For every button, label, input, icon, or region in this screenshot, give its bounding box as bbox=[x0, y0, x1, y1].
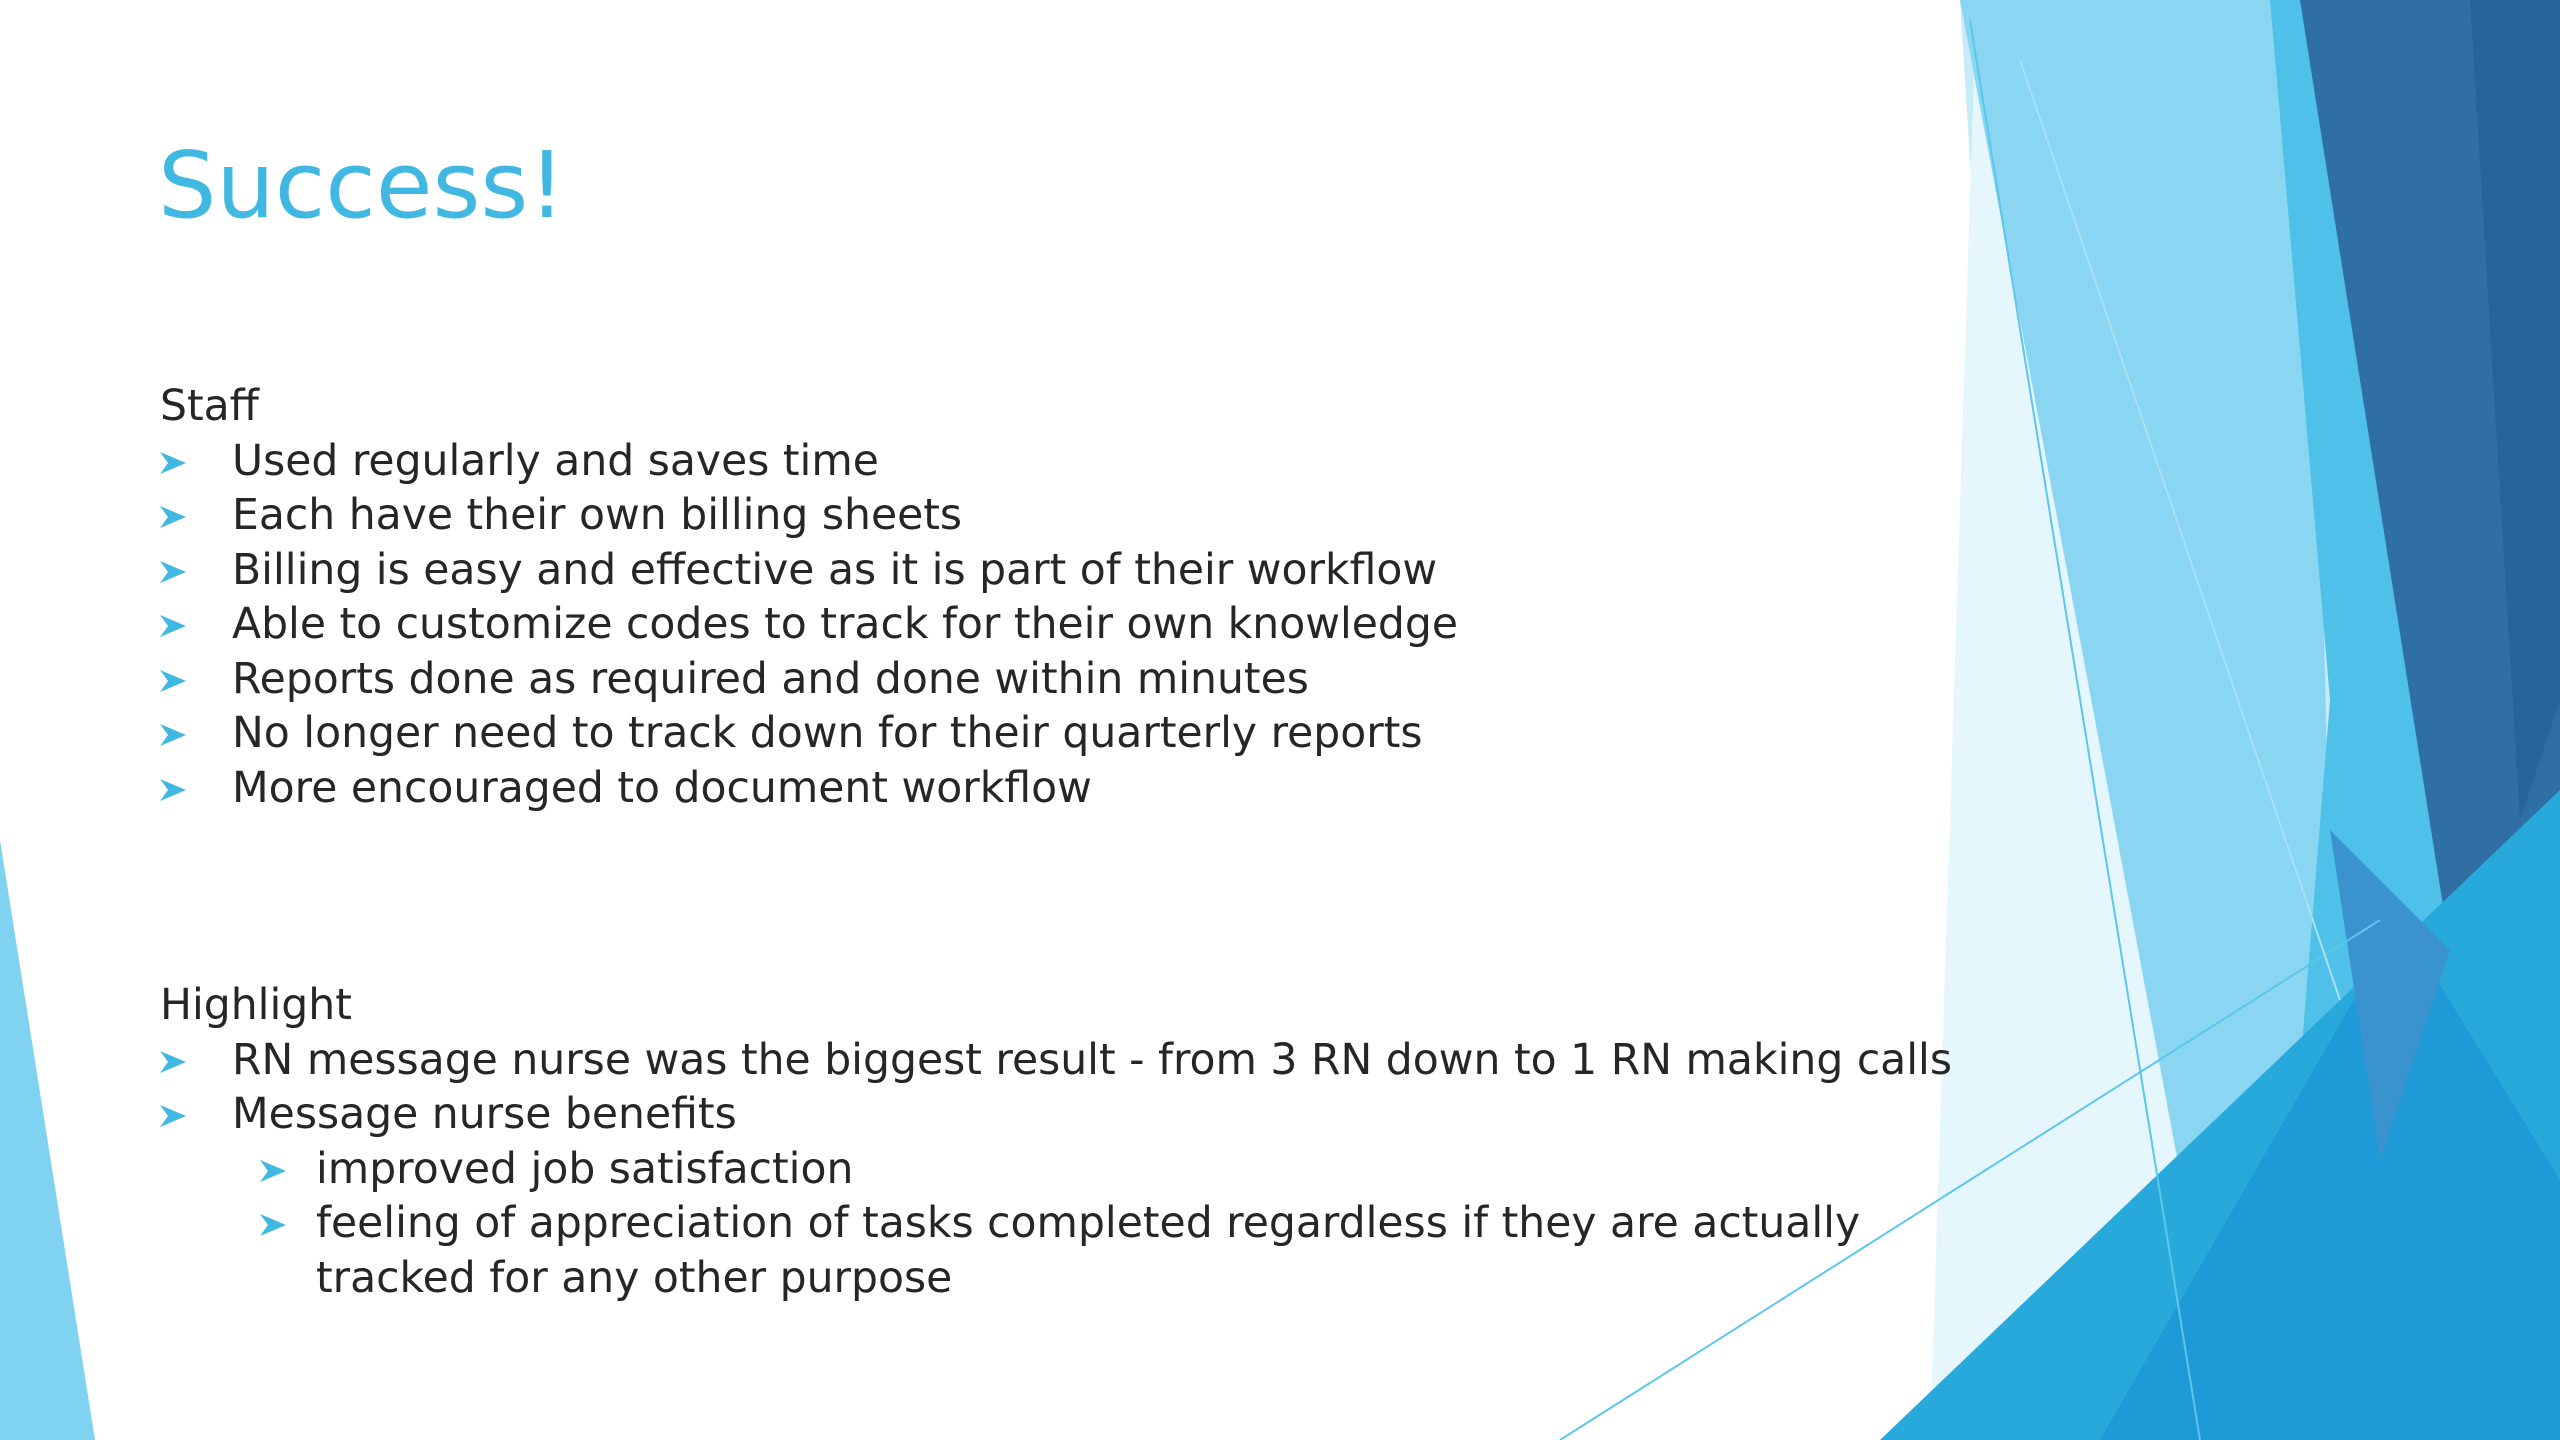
list-item bbox=[160, 1088, 1960, 1143]
list-item-text: Reports done as required and done within minutes bbox=[232, 654, 1309, 704]
list-item-text: Used regularly and saves time bbox=[232, 436, 879, 486]
slide-body bbox=[160, 380, 1960, 1306]
arrow-bullet-icon bbox=[160, 452, 186, 474]
list-item-text: RN message nurse was the biggest result - from 3 RN down to 1 RN making calls bbox=[232, 1035, 1952, 1085]
list-item bbox=[160, 598, 1960, 653]
list-item bbox=[160, 762, 1960, 817]
arrow-bullet-icon bbox=[160, 615, 186, 637]
arrow-bullet-icon bbox=[260, 1214, 286, 1236]
arrow-bullet-icon bbox=[160, 670, 186, 692]
list-item bbox=[160, 544, 1960, 599]
list-item bbox=[160, 435, 1960, 490]
arrow-bullet-icon bbox=[160, 506, 186, 528]
arrow-bullet-icon bbox=[160, 1105, 186, 1127]
arrow-bullet-icon bbox=[160, 779, 186, 801]
highlight-heading: Highlight bbox=[160, 981, 352, 1030]
list-item-text: improved job satisfaction bbox=[316, 1144, 854, 1194]
list-item bbox=[260, 1143, 1960, 1198]
section-spacer bbox=[160, 816, 1960, 979]
list-item-text: No longer need to track down for their quarterly reports bbox=[232, 709, 1423, 758]
list-item-text: More encouraged to document workflow bbox=[232, 763, 1092, 813]
staff-heading: Staff bbox=[160, 382, 259, 431]
staff-list bbox=[160, 435, 1960, 817]
list-item bbox=[160, 1034, 1960, 1089]
list-item-text: feeling of appreciation of tasks completed regardless if they are actually tracked for any other purpose bbox=[316, 1199, 1861, 1303]
list-item bbox=[160, 489, 1960, 544]
left-accent-shape bbox=[0, 840, 95, 1440]
list-item-text: Billing is easy and effective as it is part of their workflow bbox=[232, 545, 1438, 595]
list-item bbox=[260, 1197, 1960, 1306]
highlight-sub-list bbox=[160, 1143, 1960, 1307]
arrow-bullet-icon bbox=[260, 1160, 286, 1182]
list-item bbox=[160, 707, 1960, 762]
arrow-bullet-icon bbox=[160, 1051, 186, 1073]
arrow-bullet-icon bbox=[160, 724, 186, 746]
list-item-text: Each have their own billing sheets bbox=[232, 491, 963, 540]
slide-title: Success! bbox=[158, 132, 566, 239]
list-item bbox=[160, 653, 1960, 708]
highlight-list bbox=[160, 1034, 1960, 1143]
list-item-text: Able to customize codes to track for their own knowledge bbox=[232, 600, 1459, 649]
list-item-text: Message nurse benefits bbox=[232, 1090, 737, 1139]
arrow-bullet-icon bbox=[160, 561, 186, 583]
